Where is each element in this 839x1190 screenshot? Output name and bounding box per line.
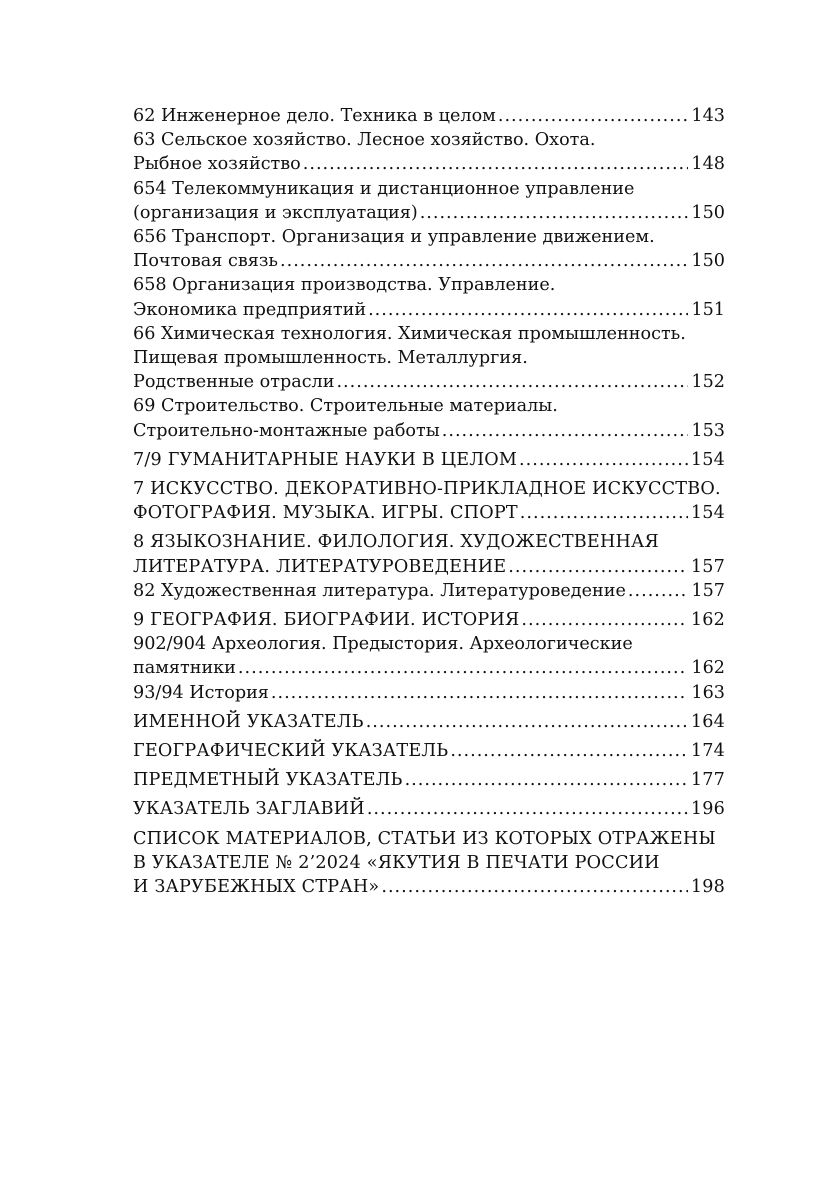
- dot-leader: [366, 710, 688, 734]
- table-of-contents: [133, 104, 725, 899]
- toc-entry-title: 7/9 ГУМАНИТАРНЫЕ НАУКИ В ЦЕЛОМ: [133, 449, 518, 470]
- toc-entry-title: И ЗАРУБЕЖНЫХ СТРАН»: [133, 877, 380, 898]
- toc-entry-line: [133, 104, 725, 128]
- toc-entry[interactable]: [133, 530, 725, 578]
- toc-entry[interactable]: [133, 579, 725, 603]
- dot-leader: [280, 249, 688, 273]
- toc-page-number: 164: [690, 711, 725, 732]
- toc-entry-text: 656 Транспорт. Организация и управление движением.: [133, 227, 655, 248]
- toc-entry-line: [133, 768, 725, 792]
- toc-entry-title: ИМЕННОЙ УКАЗАТЕЛЬ: [133, 711, 364, 732]
- toc-page-number: 177: [690, 770, 725, 791]
- toc-entry-line: [133, 394, 725, 418]
- toc-entry-title: 9 ГЕОГРАФИЯ. БИОГРАФИИ. ИСТОРИЯ: [133, 610, 520, 631]
- toc-entry-title: Экономика предприятий: [133, 299, 367, 320]
- toc-entry-line: [133, 608, 725, 632]
- dot-leader: [336, 370, 688, 394]
- toc-page-number: 157: [690, 556, 725, 577]
- dot-leader: [303, 152, 689, 176]
- toc-entry[interactable]: [133, 128, 725, 176]
- toc-entry[interactable]: [133, 827, 725, 900]
- toc-entry-line: [133, 530, 725, 554]
- dot-leader: [450, 739, 687, 763]
- toc-entry-line: [133, 225, 725, 249]
- toc-entry[interactable]: [133, 394, 725, 442]
- toc-page-number: 174: [690, 741, 725, 762]
- toc-entry-title: Рыбное хозяйство: [133, 154, 301, 175]
- toc-entry-line: [133, 298, 725, 322]
- toc-entry[interactable]: [133, 710, 725, 734]
- toc-entry-text: СПИСОК МАТЕРИАЛОВ, СТАТЬИ ИЗ КОТОРЫХ ОТРАЖЕНЫ: [133, 828, 716, 849]
- toc-entry-line: [133, 851, 725, 875]
- dot-leader: [521, 608, 687, 632]
- toc-entry[interactable]: [133, 768, 725, 792]
- toc-entry-line: [133, 710, 725, 734]
- toc-entry[interactable]: [133, 273, 725, 321]
- toc-page-number: 154: [690, 503, 725, 524]
- toc-entry-line: [133, 448, 725, 472]
- toc-entry[interactable]: [133, 177, 725, 225]
- toc-entry-title: 62 Инженерное дело. Техника в целом: [133, 106, 496, 126]
- toc-entry-line: [133, 128, 725, 152]
- toc-entry-title: Почтовая связь: [133, 251, 279, 272]
- toc-entry-text: 902/904 Археология. Предыстория. Археологические: [133, 634, 633, 655]
- toc-entry-line: [133, 827, 725, 851]
- dot-leader: [628, 579, 688, 603]
- toc-entry[interactable]: [133, 225, 725, 273]
- dot-leader: [381, 875, 687, 899]
- toc-entry-line: [133, 322, 725, 346]
- toc-entry-text: 7 ИСКУССТВО. ДЕКОРАТИВНО-ПРИКЛАДНОЕ ИСКУССТВО.: [133, 479, 721, 500]
- toc-entry-title: ПРЕДМЕТНЫЙ УКАЗАТЕЛЬ: [133, 770, 403, 791]
- toc-page-number: 151: [691, 299, 725, 320]
- toc-entry[interactable]: [133, 477, 725, 525]
- dot-leader: [519, 448, 688, 472]
- toc-page-number: 163: [691, 682, 725, 703]
- toc-entry-line: [133, 739, 725, 763]
- toc-page-number: 157: [691, 580, 725, 601]
- toc-entry[interactable]: [133, 681, 725, 705]
- toc-entry-line: [133, 555, 725, 579]
- toc-entry[interactable]: [133, 797, 725, 821]
- toc-page-number: 196: [690, 799, 725, 820]
- toc-page-number: 152: [691, 372, 725, 393]
- toc-entry[interactable]: [133, 632, 725, 680]
- toc-entry-line: [133, 201, 725, 225]
- toc-entry-text: В УКАЗАТЕЛЕ № 2’2024 «ЯКУТИЯ В ПЕЧАТИ РОССИИ: [133, 852, 660, 873]
- toc-entry-text: Пищевая промышленность. Металлургия.: [133, 348, 528, 369]
- toc-page-number: 150: [691, 202, 725, 223]
- toc-page-number: 143: [691, 106, 725, 126]
- toc-entry-title: (организация и эксплуатация): [133, 202, 418, 223]
- toc-entry-line: [133, 477, 725, 501]
- toc-page-number: 148: [691, 154, 725, 175]
- toc-entry-title: Родственные отрасли: [133, 372, 335, 393]
- dot-leader: [420, 201, 689, 225]
- toc-entry-text: 63 Сельское хозяйство. Лесное хозяйство. Охота.: [133, 130, 596, 151]
- dot-leader: [405, 768, 688, 792]
- toc-entry-line: [133, 152, 725, 176]
- toc-entry-line: [133, 797, 725, 821]
- toc-page-number: 198: [690, 877, 725, 898]
- toc-entry-line: [133, 632, 725, 656]
- toc-entry-title: ЛИТЕРАТУРА. ЛИТЕРАТУРОВЕДЕНИЕ: [133, 556, 507, 577]
- toc-entry[interactable]: [133, 322, 725, 395]
- toc-page-number: 162: [690, 610, 725, 631]
- toc-page-number: 154: [690, 449, 725, 470]
- toc-entry-title: Строительно-монтажные работы: [133, 420, 440, 441]
- toc-entry-text: 66 Химическая технология. Химическая промышленность.: [133, 323, 686, 344]
- toc-entry-line: [133, 579, 725, 603]
- dot-leader: [508, 555, 688, 579]
- dot-leader: [271, 681, 689, 705]
- toc-entry-line: [133, 249, 725, 273]
- toc-entry-text: 8 ЯЗЫКОЗНАНИЕ. ФИЛОЛОГИЯ. ХУДОЖЕСТВЕННАЯ: [133, 532, 659, 553]
- dot-leader: [238, 656, 688, 680]
- toc-entry-line: [133, 419, 725, 443]
- toc-page-number: 162: [691, 658, 725, 679]
- dot-leader: [442, 419, 689, 443]
- toc-entry[interactable]: [133, 739, 725, 763]
- dot-leader: [367, 797, 688, 821]
- toc-entry-line: [133, 346, 725, 370]
- toc-page-number: 150: [691, 251, 725, 272]
- dot-leader: [368, 298, 688, 322]
- toc-entry[interactable]: [133, 448, 725, 472]
- toc-entry-text: 654 Телекоммуникация и дистанционное управление: [133, 178, 635, 199]
- toc-entry-line: [133, 656, 725, 680]
- toc-entry-text: 69 Строительство. Строительные материалы.: [133, 396, 558, 417]
- toc-entry-line: [133, 501, 725, 525]
- toc-entry-title: 82 Художественная литература. Литературоведение: [133, 580, 626, 601]
- toc-entry[interactable]: [133, 104, 725, 128]
- toc-entry[interactable]: [133, 608, 725, 632]
- toc-entry-line: [133, 370, 725, 394]
- toc-entry-line: [133, 875, 725, 899]
- toc-entry-line: [133, 177, 725, 201]
- dot-leader: [520, 501, 688, 525]
- toc-entry-line: [133, 681, 725, 705]
- toc-entry-title: памятники: [133, 658, 236, 679]
- toc-page-number: 153: [691, 420, 725, 441]
- dot-leader: [498, 104, 689, 128]
- toc-entry-line: [133, 273, 725, 297]
- toc-entry-title: УКАЗАТЕЛЬ ЗАГЛАВИЙ: [133, 799, 365, 820]
- toc-entry-title: ГЕОГРАФИЧЕСКИЙ УКАЗАТЕЛЬ: [133, 741, 449, 762]
- toc-entry-title: ФОТОГРАФИЯ. МУЗЫКА. ИГРЫ. СПОРТ: [133, 503, 518, 524]
- toc-entry-title: 93/94 История: [133, 682, 269, 703]
- toc-entry-text: 658 Организация производства. Управление.: [133, 275, 556, 296]
